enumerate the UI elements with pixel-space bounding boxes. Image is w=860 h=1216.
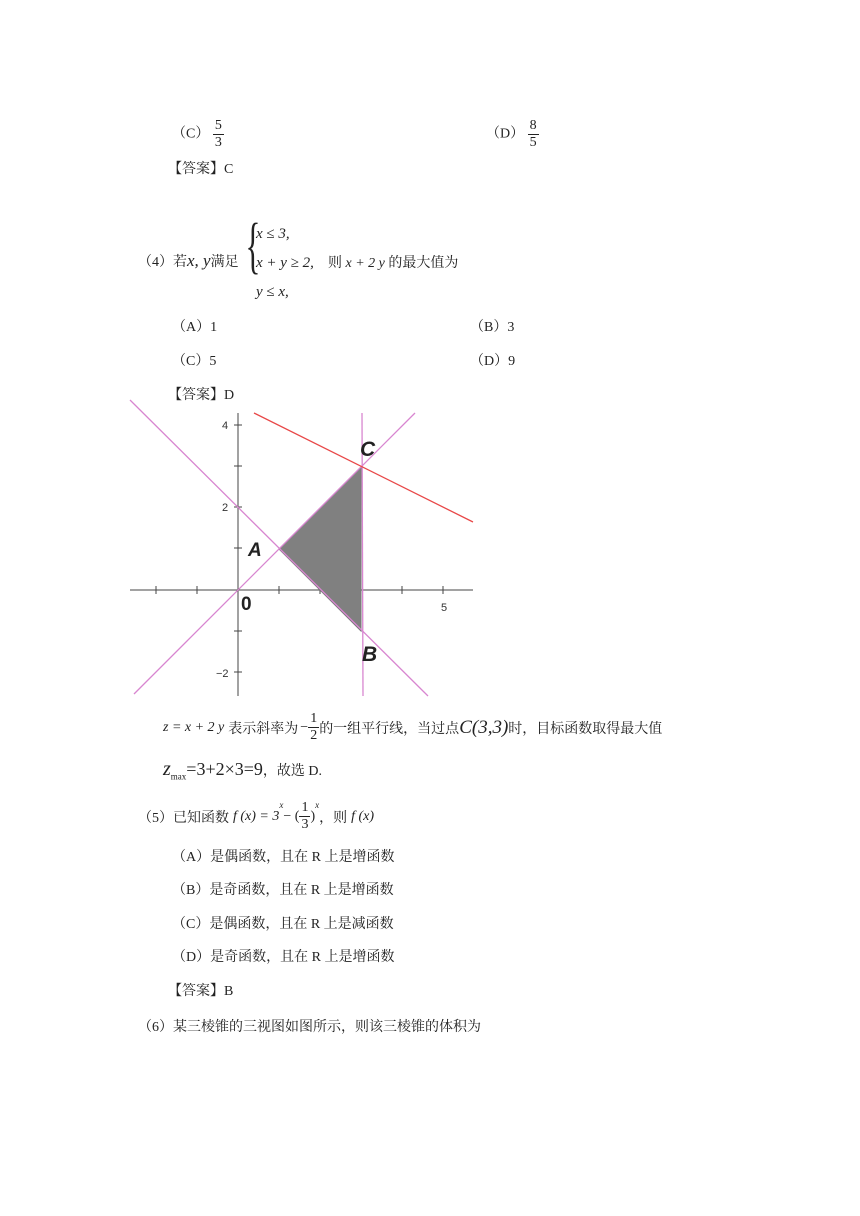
y-tick-label: 2: [222, 502, 229, 514]
denominator: 5: [529, 135, 537, 150]
solution-text: 表示斜率为: [228, 721, 299, 737]
objective-expr: z = x + 2 y: [163, 719, 225, 735]
q5-option-b: （B）是奇函数，且在 R 上是增函数: [172, 883, 394, 898]
satisfies-text: 满足: [210, 255, 239, 270]
q4-answer: 【答案】D: [168, 388, 235, 403]
q5-option-d: （D）是奇函数，且在 R 上是增函数: [172, 950, 395, 965]
z-symbol: z: [163, 758, 171, 780]
close-paren: ): [310, 808, 316, 824]
q5-answer: 【答案】B: [168, 984, 234, 999]
feasible-region: [279, 467, 361, 631]
origin-label: 0: [241, 594, 252, 615]
q4-option-d: （D）9: [470, 354, 516, 369]
then-text: 则: [328, 256, 342, 271]
y-tick-label: 4: [222, 420, 229, 432]
numerator: 8: [529, 118, 537, 133]
objective-line: [254, 413, 473, 522]
exponent: x: [279, 800, 284, 810]
constraint-3: y ≤ x,: [256, 284, 289, 300]
vertex-c-label: C: [360, 438, 376, 461]
question-prefix: （5）已知函数: [138, 810, 229, 826]
y-tick-label: −2: [216, 668, 229, 680]
option-label: （C）: [172, 126, 210, 142]
max-subscript: max: [170, 771, 187, 782]
point-c: C(3,3): [459, 716, 509, 738]
q4-option-b: （B）3: [470, 320, 515, 335]
numerator: 1: [301, 800, 309, 815]
solution-line-2: [163, 758, 322, 782]
vertex-a-label: A: [248, 540, 262, 561]
variables: x, y: [187, 251, 211, 270]
numerator: 1: [310, 711, 318, 726]
denominator: 3: [214, 135, 222, 150]
q4-option-a: （A）1: [172, 320, 218, 335]
numerator: 5: [214, 118, 222, 133]
objective-expr: x + 2 y: [345, 256, 385, 271]
denominator: 2: [310, 728, 318, 743]
solution-text: 时，目标函数取得最大值: [508, 721, 663, 737]
constraint-2: x + y ≥ 2,: [256, 255, 314, 271]
then-text: ，则: [319, 810, 348, 826]
option-label: （D）: [486, 126, 525, 142]
function-def: f (x) = 3: [233, 808, 280, 824]
z-max-equation: =3+2×3=9: [186, 759, 263, 779]
vertex-b-label: B: [362, 643, 378, 666]
suffix-text: 的最大值为: [388, 256, 459, 271]
q6-stem: （6）某三棱锥的三视图如图所示，则该三棱锥的体积为: [138, 1020, 481, 1035]
exponent: x: [315, 800, 320, 810]
q3-answer: 【答案】C: [168, 162, 234, 177]
slope-fraction: [308, 711, 319, 744]
question-prefix: （4）若: [138, 255, 187, 270]
conclusion-text: ，故选 D.: [262, 764, 323, 779]
denominator: 3: [301, 817, 309, 832]
q4-option-c: （C）5: [172, 354, 217, 369]
solution-text: 的一组平行线，当过点: [319, 721, 460, 737]
constraint-brace: {: [245, 212, 261, 280]
constraint-1: x ≤ 3,: [256, 226, 290, 242]
q5-option-c: （C）是偶函数，且在 R 上是减函数: [172, 917, 394, 932]
q5-stem: [138, 800, 374, 833]
minus-sign: −: [300, 719, 309, 735]
base-fraction: [299, 800, 310, 833]
x-tick-label: 5: [441, 602, 448, 614]
q5-option-a: （A）是偶函数，且在 R 上是增函数: [172, 850, 395, 865]
solution-line-1: [163, 711, 662, 744]
minus-paren: − (: [283, 808, 300, 824]
function-name: f (x): [351, 808, 375, 824]
